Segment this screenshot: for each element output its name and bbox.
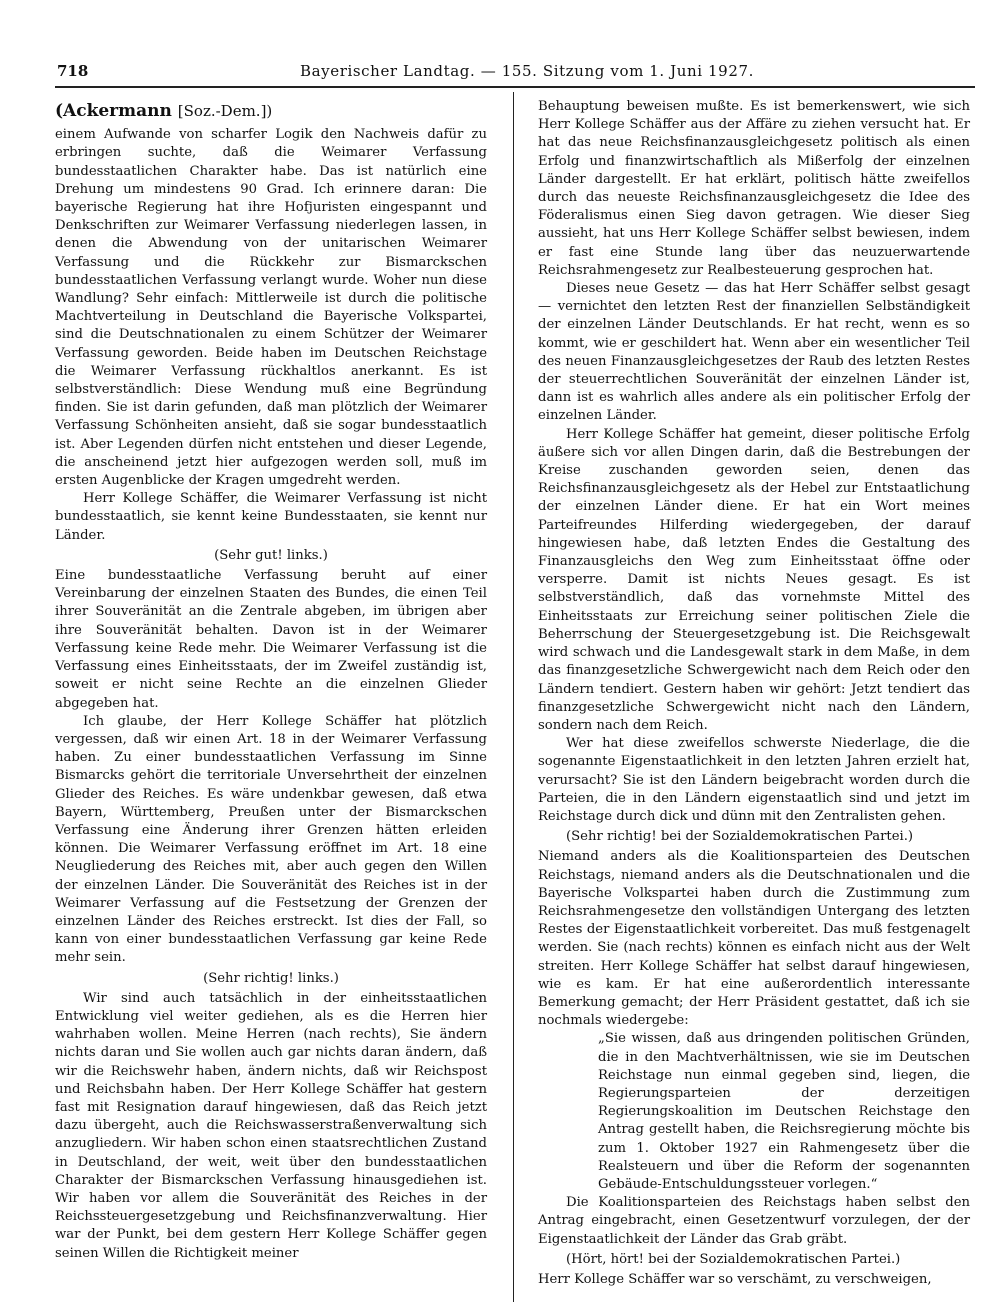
interjection: (Sehr richtig! links.) — [203, 970, 339, 986]
paragraph: einem Aufwande von scharfer Logik den Nachweis dafür zu erbringen suchte, daß die Weimarer Verfassung bundesstaatlichen Charakter habe. Das ist natürlich eine Drehung um mindestens 90 Grad. Ich erinnere daran: Die bayerische Regierung hat ihre Hofjuristen eingespannt und Denkschriften zur Weimarer Verfassung niederlegen lassen, in denen die Abwendung von der unitarischen Weimarer Verfassung und die Rückkehr zur Bismarckschen bundesstaatlichen Verfassung verlangt wurde. Woher nun diese Wandlung? Sehr einfach: Mittlerweile ist durch die politische Machtverteilung in Deutschland die Bayerische Volkspartei, sind die Deutschnationalen zu einem Schützer der Weimarer Verfassung geworden. Beide haben im Deutschen Reichstage die Weimarer Verfassung rückhaltlos anerkannt. Es ist selbstverständlich: Diese Wendung muß eine Begründung finden. Sie ist darin gefunden, daß man plötzlich der Weimarer Verfassung Schönheiten ansieht, daß sie sogar bundesstaatlich ist. Aber Legenden dürfen nicht entstehen und dieser Legende, die anscheinend jetzt hier aufgezogen werden soll, muß im ersten Augenblicke der Kragen umgedreht werden. — [55, 127, 487, 489]
interjection: (Hört, hört! bei der Sozialdemokratischen Partei.) — [566, 1251, 901, 1267]
paragraph: Wir sind auch tatsächlich in der einheitsstaatlichen Entwicklung viel weiter gediehen, als es die Herren hier wahrhaben wollen. Meine Herren (nach rechts), Sie ändern nichts daran und Sie wollen auch gar nichts daran ändern, daß wir die Reichswehr haben, ändern nichts, daß wir Reichspost und Reichsbahn haben. Der Herr Kollege Schäffer hat gestern fast mit Resignation darauf hingewiesen, daß das Reich jetzt dazu übergeht, auch die Reichswasserstraßenverwaltung sich anzugliedern. Wir haben schon einen staatsrechtlichen Zustand in Deutschland, der weit, weit über den bundesstaatlichen Charakter der Bismarckschen Verfassung hinausgediehen ist. Wir haben vor allem die Souveränität des Reiches in der Reichssteuergesetzgebung und Reichsfinanzverwaltung. Hier war der Punkt, bei dem gestern Herr Kollege Schäffer gegen seinen Willen die Richtigkeit meiner — [55, 990, 487, 1261]
quotation: „Sie wissen, daß aus dringenden politischen Gründen, die in den Machtverhältnissen, wie sie im Deutschen Reichstage nun einmal gegeben sind, liegen, die Regierungsparteien der derzeitigen Regierungskoalition im Deutschen Reichstage den Antrag gestellt haben, die Reichsregierung möchte bis zum 1. Oktober 1927 ein Rahmengesetz über die Realsteuern und über die Reform der sogenannten Gebäude-Entschuldungssteuer vorlegen.“ — [598, 1031, 970, 1192]
page-number: 718 — [57, 62, 89, 80]
header-rule — [55, 86, 975, 88]
left-column — [55, 98, 487, 1263]
speaker-heading — [55, 102, 487, 120]
column-divider — [513, 92, 514, 1302]
speaker-name: (Ackermann — [55, 101, 172, 121]
paragraph: Ich glaube, der Herr Kollege Schäffer hat plötzlich vergessen, daß wir einen Art. 18 in der Weimarer Verfassung haben. Zu einer bundesstaatlichen Verfassung im Sinne Bismarcks gehört die territoriale Unversehrtheit der einzelnen Glieder des Reiches. Es wäre undenkbar gewesen, daß etwa Bayern, Württemberg, Preußen unter der Bismarckschen Verfassung eine Änderung ihrer Grenzen hätten erleiden können. Die Weimarer Verfassung eröffnet im Art. 18 eine Neugliederung des Reiches mit, aber auch gegen den Willen der einzelnen Länder. Die Souveränität des Reiches ist in der Weimarer Verfassung auf die Festsetzung der Grenzen der einzelnen Länder des Reiches erstreckt. Ist dies der Fall, so kann von einer bundesstaatlichen Verfassung gar keine Rede mehr sein. — [55, 713, 487, 966]
paragraph: Die Koalitionsparteien des Reichstags haben selbst den Antrag eingebracht, einen Gesetzentwurf vorzulegen, der der Eigenstaatlichkeit der Länder das Grab gräbt. — [538, 1195, 970, 1247]
paragraph: Niemand anders als die Koalitionsparteien des Deutschen Reichstags, niemand anders als die Deutschnationalen und die Bayerische Volkspartei haben durch die Zustimmung zum Reichsrahmengesetze den vollständigen Untergang des letzten Restes der Eigenstaatlichkeit vorbereitet. Das muß festgenagelt werden. Sie (nach rechts) können es einfach nicht aus der Welt streiten. Herr Kollege Schäffer hat selbst darauf hingewiesen, wie es kam. Er hat eine außerordentlich interessante Bemerkung gemacht; der Herr Präsident gestattet, daß ich sie nochmals wiedergebe: — [538, 849, 970, 1029]
paragraph: Herr Kollege Schäffer war so verschämt, zu verschweigen, — [538, 1272, 932, 1287]
page-header — [55, 60, 975, 88]
paragraph: Herr Kollege Schäffer hat gemeint, dieser politische Erfolg äußere sich vor allen Dingen darin, daß die Bestrebungen der Kreise zuschanden geworden seien, denen das Reichsfinanzausgleichgesetz als der Hebel zur Entstaatlichung der einzelnen Länder diene. Er hat ein Wort meines Parteifreundes Hilferding wiedergegeben, der darauf hingewiesen habe, daß letzten Endes die Gestaltung des Finanzausgleichs den Weg zum Einheitsstaat öffne oder versperre. Damit ist nichts Neues gesagt. Es ist selbstverständlich, daß das vornehmste Mittel des Einheitsstaats zur Erreichung seiner politischen Ziele die Beherrschung der Steuergesetzgebung ist. Die Reichsgewalt wird schwach und die Landesgewalt stark in dem Maße, in dem das finanzgesetzliche Schwergewicht nach dem Reich oder den Ländern tendiert. Gestern haben wir gehört: Jetzt tendiert das finanzgesetzliche Schwergewicht nicht nach den Ländern, sondern nach dem Reich. — [538, 426, 970, 733]
right-column — [538, 98, 970, 1289]
interjection: (Sehr richtig! bei der Sozialdemokratischen Partei.) — [566, 829, 914, 845]
paragraph: Behauptung beweisen mußte. Es ist bemerkenswert, wie sich Herr Kollege Schäffer aus der Affäre zu ziehen versucht hat. Er hat das neue Reichsfinanzausgleichgesetz politisch als einen Erfolg und finanzwirtschaftlich als Mißerfolg der einzelnen Länder dargestellt. Er hat erklärt, politisch hätte zweifellos durch das neueste Reichsfinanzausgleichgesetz die Idee des Föderalismus einen Sieg davon getragen. Wie dieser Sieg aussieht, hat uns Herr Kollege Schäffer selbst bewiesen, indem er fast eine Stunde lang über das neuzuerwartende Reichsrahmengesetz zur Realbesteuerung gesprochen hat. — [538, 99, 970, 278]
paragraph: Herr Kollege Schäffer, die Weimarer Verfassung ist nicht bundesstaatlich, sie kennt keine Bundesstaaten, sie kennt nur Länder. — [55, 491, 487, 543]
paragraph: Dieses neue Gesetz — das hat Herr Schäffer selbst gesagt — vernichtet den letzten Rest der finanziellen Selbständigkeit der einzelnen Länder Deutschlands. Er hat recht, wenn es so kommt, wie er geschildert hat. Wenn aber ein wesentlicher Teil des neuen Finanzausgleichgesetzes der Raub des letzten Restes der steuerrechtlichen Souveränität der einzelnen Länder ist, dann ist es wahrlich alles andere als ein politischer Erfolg der einzelnen Länder. — [538, 281, 970, 424]
document-page — [55, 60, 975, 1310]
running-title: Bayerischer Landtag. — 155. Sitzung vom 1. Juni 1927. — [300, 62, 754, 80]
interjection: (Sehr gut! links.) — [214, 547, 328, 563]
paragraph: Wer hat diese zweifellos schwerste Niederlage, die die sogenannte Eigenstaatlichkeit in den letzten Jahren erzielt hat, verursacht? Sie ist den Ländern beigebracht worden durch die Parteien, die in den Ländern eigenstaatlich sind und jetzt im Reichstage durch dick und dünn mit den Zentralisten gehen. — [538, 736, 970, 824]
speaker-party: [Soz.-Dem.]) — [177, 102, 273, 120]
paragraph: Eine bundesstaatliche Verfassung beruht auf einer Vereinbarung der einzelnen Staaten des Bundes, die einen Teil ihrer Souveränität an die Zentrale abgeben, im übrigen aber ihre Souveränität behalten. Davon ist in der Weimarer Verfassung keine Rede mehr. Die Weimarer Verfassung ist die Verfassung eines Einheitsstaats, der im Zweifel zuständig ist, soweit er nicht seine Rechte an die einzelnen Glieder abgegeben hat. — [55, 568, 487, 711]
